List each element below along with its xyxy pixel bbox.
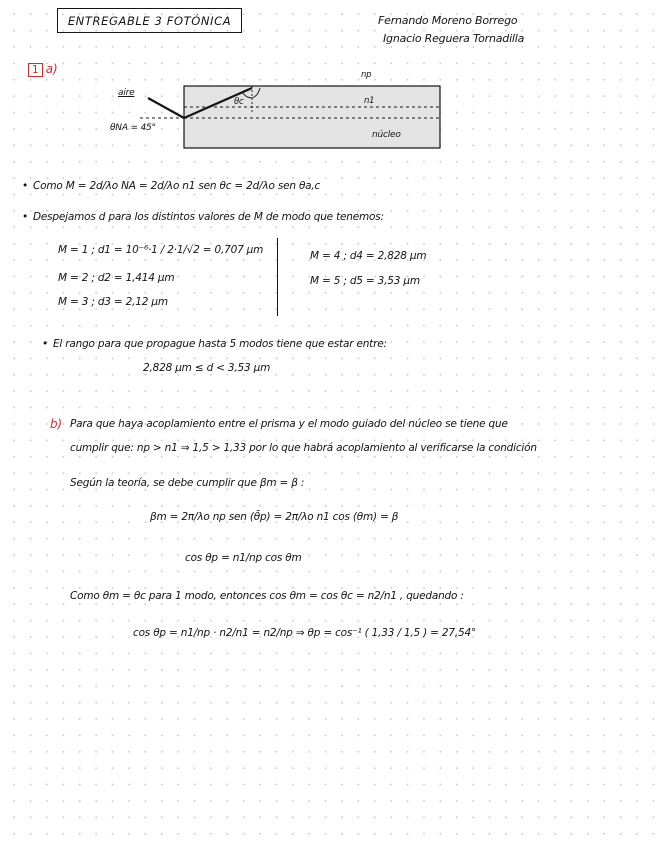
part-b-eq-2: cos θp = n1/np cos θm xyxy=(185,552,302,564)
part-a-line-1: • Como M = 2d/λo NA = 2d/λo n1 sen θc = 2d/λo sen θa,c xyxy=(22,180,321,192)
waveguide-diagram xyxy=(100,74,460,164)
range-value: 2,828 µm ≤ d < 3,53 µm xyxy=(143,362,271,374)
incident-ray xyxy=(148,98,184,118)
problem-number: 1 xyxy=(28,63,43,77)
problem-label xyxy=(28,62,58,77)
part-a-label: a) xyxy=(45,62,58,76)
part-b-eq-3: cos θp = n1/np · n2/n1 = n2/np ⇒ θp = cos⁻¹ ( 1,33 / 1,5 ) = 27,54° xyxy=(133,627,476,639)
modes-divider xyxy=(277,238,278,316)
cladding-block xyxy=(184,86,440,148)
part-a-line-2: • Despejamos d para los distintos valores de M de modo que tenemos: xyxy=(22,211,384,223)
part-b-label: b) xyxy=(50,417,62,431)
mode-row-5: M = 5 ; d5 = 3,53 µm xyxy=(310,275,420,287)
author-name-1: Fernando Moreno Borrego xyxy=(378,14,518,27)
label-air: aire xyxy=(118,88,135,98)
mode-row-2: M = 2 ; d2 = 1,414 µm xyxy=(58,272,175,284)
part-b-eq-1: βm = 2π/λo np sen (θ̄p) = 2π/λo n1 cos (θm) = β xyxy=(150,511,399,523)
page-title: ENTREGABLE 3 FOTÓNICA xyxy=(57,8,242,33)
label-angle: θNA = 45° xyxy=(110,123,156,133)
label-np: np xyxy=(361,70,372,80)
part-b-line-3: Según la teoría, se debe cumplir que βm = β : xyxy=(70,477,305,489)
author-name-2: Ignacio Reguera Tornadilla xyxy=(383,32,525,45)
part-b-line-1: Para que haya acoplamiento entre el prisma y el modo guiado del núcleo se tiene que xyxy=(70,418,508,430)
label-core: núcleo xyxy=(372,130,401,140)
mode-row-4: M = 4 ; d4 = 2,828 µm xyxy=(310,250,427,262)
part-b-line-2: cumplir que: np > n1 ⇒ 1,5 > 1,33 por lo que habrá acoplamiento al verificarse la condición xyxy=(70,442,537,454)
label-theta-c: θc xyxy=(234,97,244,107)
label-n1: n1 xyxy=(364,96,375,106)
range-text: • El rango para que propague hasta 5 modos tiene que estar entre: xyxy=(42,338,387,350)
mode-row-1: M = 1 ; d1 = 10⁻⁶·1 / 2·1/√2 = 0,707 µm xyxy=(58,244,264,256)
mode-row-3: M = 3 ; d3 = 2,12 µm xyxy=(58,296,168,308)
part-b-line-4: Como θm = θc para 1 modo, entonces cos θm = cos θc = n2/n1 , quedando : xyxy=(70,590,464,602)
